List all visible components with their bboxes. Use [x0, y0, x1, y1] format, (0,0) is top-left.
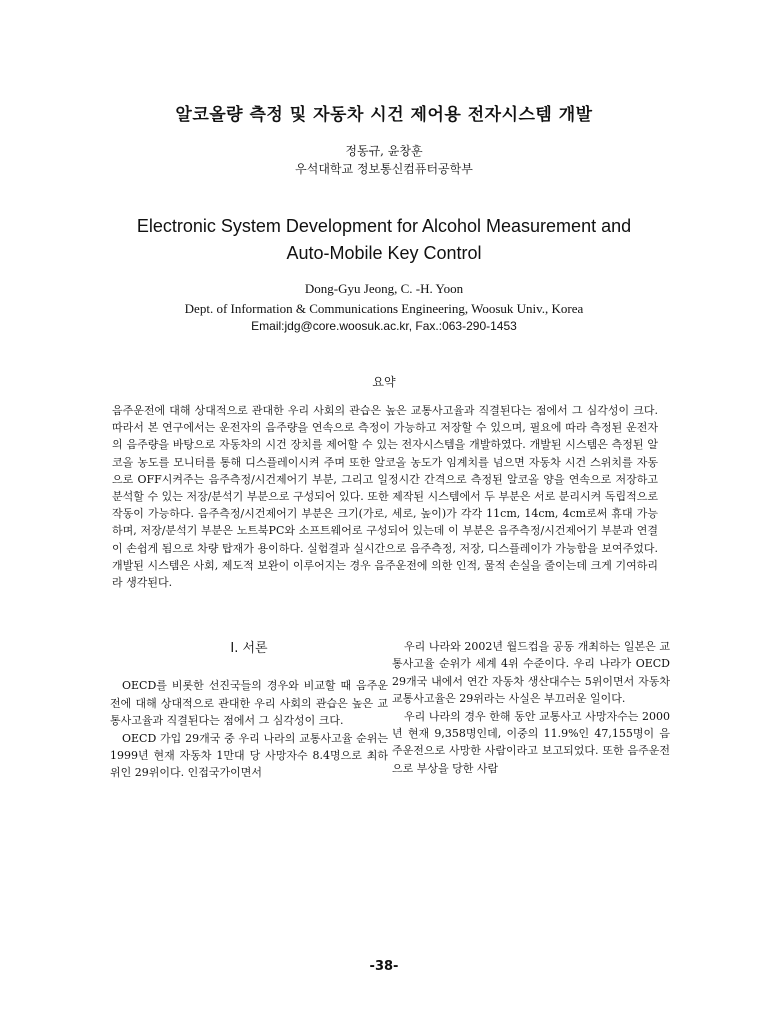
contact-info: Email:jdg@core.woosuk.ac.kr, Fax.:063-290-1453 [251, 319, 517, 333]
affiliation-korean: 우석대학교 정보통신컴퓨터공학부 [295, 162, 473, 176]
right-column [392, 638, 670, 777]
page-number: -38- [369, 959, 399, 974]
title-english-line-2: Auto-Mobile Key Control [286, 243, 482, 263]
abstract-body [112, 402, 658, 591]
abstract-text: 음주운전에 대해 상대적으로 관대한 우리 사회의 관습은 높은 교통사고율과 직결된다는 점에서 그 심각성이 크다. 따라서 본 연구에서는 운전자의 음주량을 연속으로 측정이 가능하고 저장할 수 있으며, 필요에 따라 측정된 운전자의 음주량을 바탕으로 자동차의 시건 장치를 제어할 수 있는 전자시스템을 개발하였다. 개발된 시스템은 측정된 알코올 농도를 모니터를 통해 디스플레이시켜 주며 또한 알코올 농도가 임계치를 넘으면 자동차 시건 스위치를 자동으로 OFF시켜주는 음주측정/시건제어기 부분, 그리고 일정시간 간격으로 측정된 알코올 양을 연속으로 저장하고 분석할 수 있는 저장/분석기 부분으로 구성되어 있다. 또한 제작된 시스템에서 두 부분은 서로 분리시켜 독립적으로 작동이 가능하다. 음주측정/시건제어기 부분은 크기(가로, 세로, 높이)가 각각 11cm, 14cm, 4cm로써 휴대 가능하며, 저장/분석기 부분은 노트북PC와 소프트웨어로 구성되어 있는데 이 부분은 음주측정/시건제어기 부분과 연결이 손쉽게 됨으로 차량 탑재가 용이하다. 실험결과 실시간으로 음주측정, 저장, 디스플레이가 가능함을 보여주었다. 개발된 시스템은 사회, 제도적 보완이 이루어지는 경우 음주운전에 의한 인적, 물적 손실을 줄이는데 크게 기여하리라 생각된다. [112, 404, 658, 590]
paragraph: 우리 나라의 경우 한해 동안 교통사고 사망자수는 2000년 현재 9,358명인데, 이중의 11.9%인 47,155명이 음주운전으로 사망한 사람이라고 보고되었다. 또한 음주운전으로 부상을 당한 사람 [392, 709, 670, 775]
paragraph: 우리 나라와 2002년 월드컵을 공동 개최하는 일본은 교통사고율 순위가 세계 4위 수준이다. 우리 나라가 OECD 29개국 내에서 연간 자동차 생산대수는 5위이면서 자동차 교통사고율은 29위라는 사실은 부끄러운 일이다. [392, 640, 670, 706]
left-column [110, 640, 388, 782]
abstract-heading: 요약 [372, 375, 396, 389]
paper-title-english [0, 213, 768, 267]
title-english-line-1: Electronic System Development for Alcohol Measurement and [136, 216, 632, 236]
authors-english: Dong-Gyu Jeong, C. -H. Yoon [304, 281, 464, 296]
paragraph: OECD를 비롯한 선진국들의 경우와 비교할 때 음주운전에 대해 상대적으로 관대한 우리 사회의 관습은 높은 교통사고율과 직결된다는 점에서 그 심각성이 크다. [110, 679, 388, 728]
authors-korean: 정동규, 윤창훈 [345, 144, 423, 158]
section-heading-introduction: I. 서론 [230, 641, 268, 656]
affiliation-english: Dept. of Information & Communications Engineering, Woosuk Univ., Korea [184, 301, 584, 316]
paragraph: OECD 가입 29개국 중 우리 나라의 교통사고율 순위는 1999년 현재 자동차 1만대 당 사망자수 8.4명으로 최하위인 29위이다. 인접국가이면서 [110, 731, 388, 780]
paper-title-korean: 알코올량 측정 및 자동차 시건 제어용 전자시스템 개발 [175, 105, 593, 125]
